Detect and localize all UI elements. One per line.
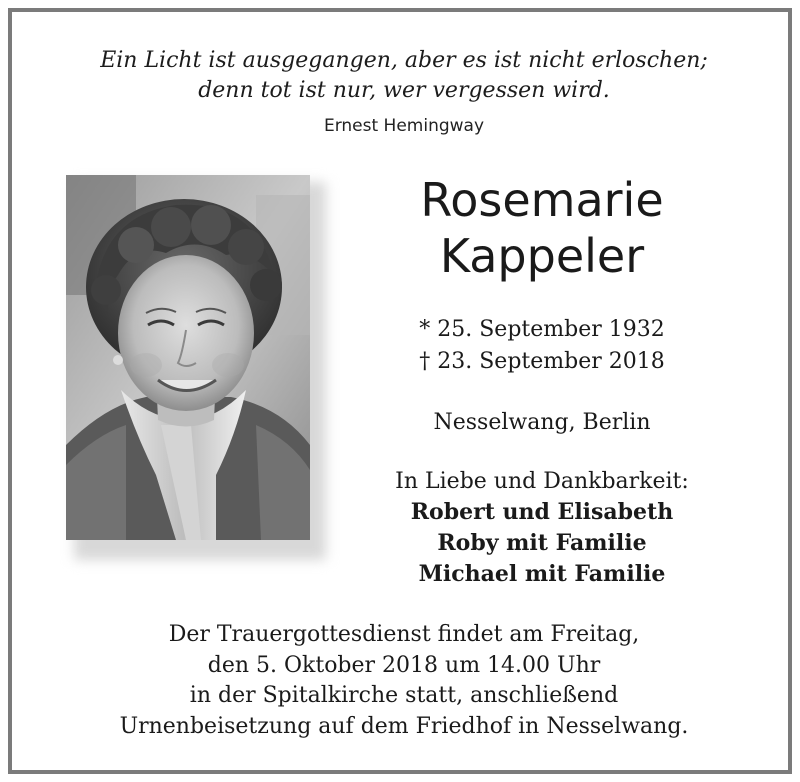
life-dates <box>352 314 732 378</box>
service-line: Urnenbeisetzung auf dem Friedhof in Nesselwang. <box>119 713 689 739</box>
mourner-name: Roby mit Familie <box>437 530 647 556</box>
service-line: Der Trauergottesdienst findet am Freitag, <box>168 622 640 647</box>
death-date: † 23. September 2018 <box>419 349 665 374</box>
quote-author: Ernest Hemingway <box>323 116 485 136</box>
first-name: Rosemarie <box>420 173 664 227</box>
portrait-photo <box>66 175 310 540</box>
mourner-name: Michael mit Familie <box>418 561 666 587</box>
mourner-name: Robert und Elisabeth <box>410 499 674 525</box>
quote-line: Ein Licht ist ausgegangen, aber es ist nicht erloschen; <box>100 48 708 73</box>
service-line: in der Spitalkirche statt, anschließend <box>189 683 619 708</box>
service-info <box>12 620 796 742</box>
last-name: Kappeler <box>439 229 645 283</box>
quote <box>12 46 796 106</box>
places: Nesselwang, Berlin <box>433 410 651 435</box>
obituary-frame <box>8 8 792 774</box>
deceased-name <box>352 172 732 284</box>
birth-date: * 25. September 1932 <box>419 317 665 342</box>
quote-line: denn tot ist nur, wer vergessen wird. <box>198 78 610 103</box>
mourners <box>352 466 732 590</box>
service-line: den 5. Oktober 2018 um 14.00 Uhr <box>207 652 601 678</box>
mourners-intro: In Liebe und Dankbarkeit: <box>395 469 689 494</box>
